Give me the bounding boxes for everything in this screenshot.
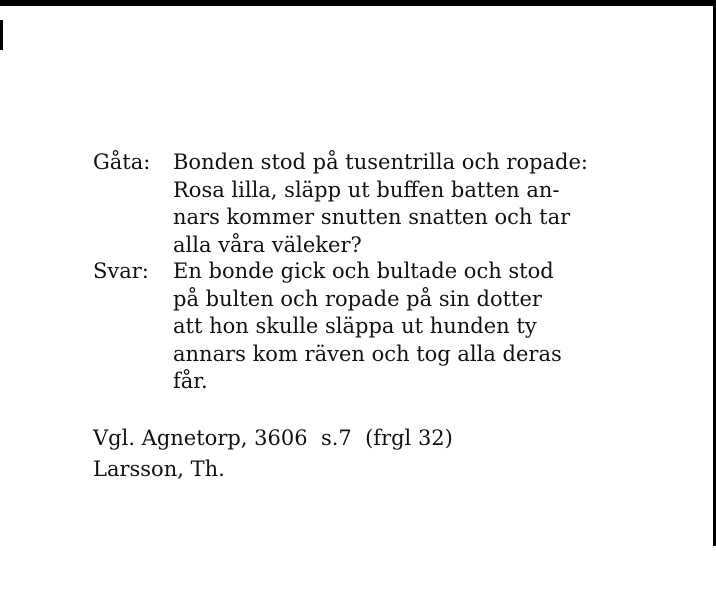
- recorder-name: Larsson, Th.: [93, 457, 225, 481]
- riddle-line: alla våra väleker?: [173, 232, 362, 257]
- answer-line: annars kom räven och tog alla deras: [173, 341, 562, 366]
- riddle-text: [173, 149, 588, 259]
- scan-top-border: [0, 0, 716, 6]
- answer-line: att hon skulle släppa ut hunden ty: [173, 314, 537, 338]
- answer-line: på bulten och ropade på sin dotter: [173, 286, 542, 311]
- riddle-line: Rosa lilla, släpp ut buffen batten an-: [173, 177, 560, 202]
- riddle-line: nars kommer snutten snatten och tar: [173, 205, 571, 229]
- answer-label: Svar:: [93, 259, 149, 283]
- answer-line: En bonde gick och bultade och stod: [173, 259, 554, 283]
- riddle-label: Gåta:: [93, 150, 151, 174]
- answer-text: [173, 258, 562, 396]
- source-reference: Vgl. Agnetorp, 3606 s.7 (frgl 32): [93, 426, 453, 450]
- answer-line: får.: [173, 369, 208, 393]
- riddle-line: Bonden stod på tusentrilla och ropade:: [173, 150, 588, 174]
- scan-left-mark: [0, 20, 3, 50]
